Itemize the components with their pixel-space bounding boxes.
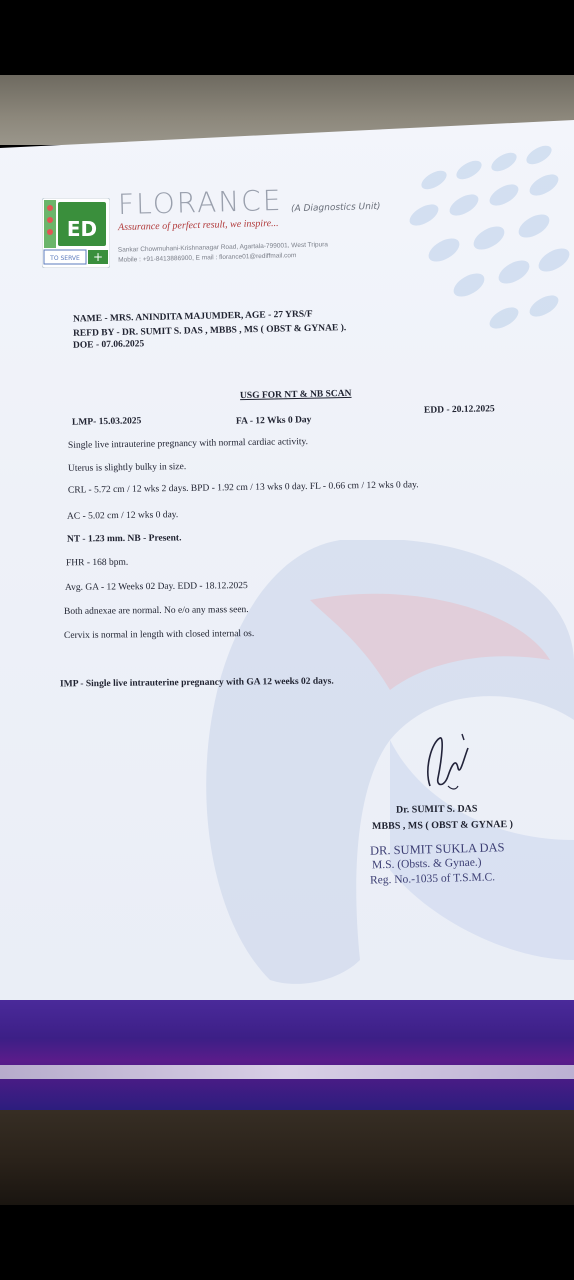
brand-subtitle: (A Diagnostics Unit) xyxy=(290,201,381,215)
finding-line: FHR - 168 bpm. xyxy=(65,557,129,569)
doctor-degree: MBBS , MS ( OBST & GYNAE ) xyxy=(371,819,514,832)
doctor-name: Dr. SUMIT S. DAS xyxy=(395,803,478,816)
finding-line: CRL - 5.72 cm / 12 wks 2 days. BPD - 1.92 cm / 13 wks 0 day. FL - 0.66 cm / 12 wks 0 day. xyxy=(67,480,419,496)
report-title: USG FOR NT & NB SCAN xyxy=(239,388,352,402)
florance-logo-icon xyxy=(42,198,110,268)
finding-line: Cervix is normal in length with closed internal os. xyxy=(63,629,255,641)
date-of-exam-line: DOE - 07.06.2025 xyxy=(72,339,145,351)
fa-value: FA - 12 Wks 0 Day xyxy=(235,415,312,427)
finding-line: Single live intrauterine pregnancy with normal cardiac activity. xyxy=(67,437,309,451)
referred-by-line: REFD BY - DR. SUMIT S. DAS , MBBS , MS ( OBST & GYNAE ). xyxy=(72,323,347,339)
svg-text:ED: ED xyxy=(66,217,98,241)
finding-line-nt-nb: NT - 1.23 mm. NB - Present. xyxy=(66,533,182,545)
finding-line: AC - 5.02 cm / 12 wks 0 day. xyxy=(66,510,179,522)
impression-line: IMP - Single live intrauterine pregnancy with GA 12 weeks 02 days. xyxy=(59,676,334,690)
footer-band-highlight xyxy=(0,1065,574,1079)
svg-text:+: + xyxy=(92,250,104,264)
finding-line: Uterus is slightly bulky in size. xyxy=(67,462,187,474)
background-surface-bottom xyxy=(0,1095,574,1205)
contact-line: Mobile : +91-8413886900, E mail : florance01@rediffmail.com xyxy=(118,252,297,264)
stamp-degree: M.S. (Obsts. & Gynae.) xyxy=(371,856,482,872)
patient-name-line: NAME - MRS. ANINDITA MAJUMDER, AGE - 27 YRS/F xyxy=(72,309,313,325)
stamp-registration: Reg. No.-1035 of T.S.M.C. xyxy=(369,871,496,887)
lmp-value: LMP- 15.03.2025 xyxy=(71,416,142,428)
handwritten-signature xyxy=(418,728,478,798)
svg-text:TO SERVE: TO SERVE xyxy=(50,255,80,262)
edd-value: EDD - 20.12.2025 xyxy=(423,404,495,416)
finding-line: Both adnexae are normal. No e/o any mass seen. xyxy=(63,605,249,617)
footer-band xyxy=(0,1000,574,1110)
stamp-name: DR. SUMIT SUKLA DAS xyxy=(369,840,505,858)
brand-name: FLORANCE xyxy=(117,183,283,222)
address-line: Sankar Chowmuhani-Krishnanagar Road, Agartala-799001, West Tripura xyxy=(117,241,329,254)
brand-tagline: Assurance of perfect result, we inspire... xyxy=(117,217,279,234)
finding-line: Avg. GA - 12 Weeks 02 Day. EDD - 18.12.2025 xyxy=(64,581,248,593)
